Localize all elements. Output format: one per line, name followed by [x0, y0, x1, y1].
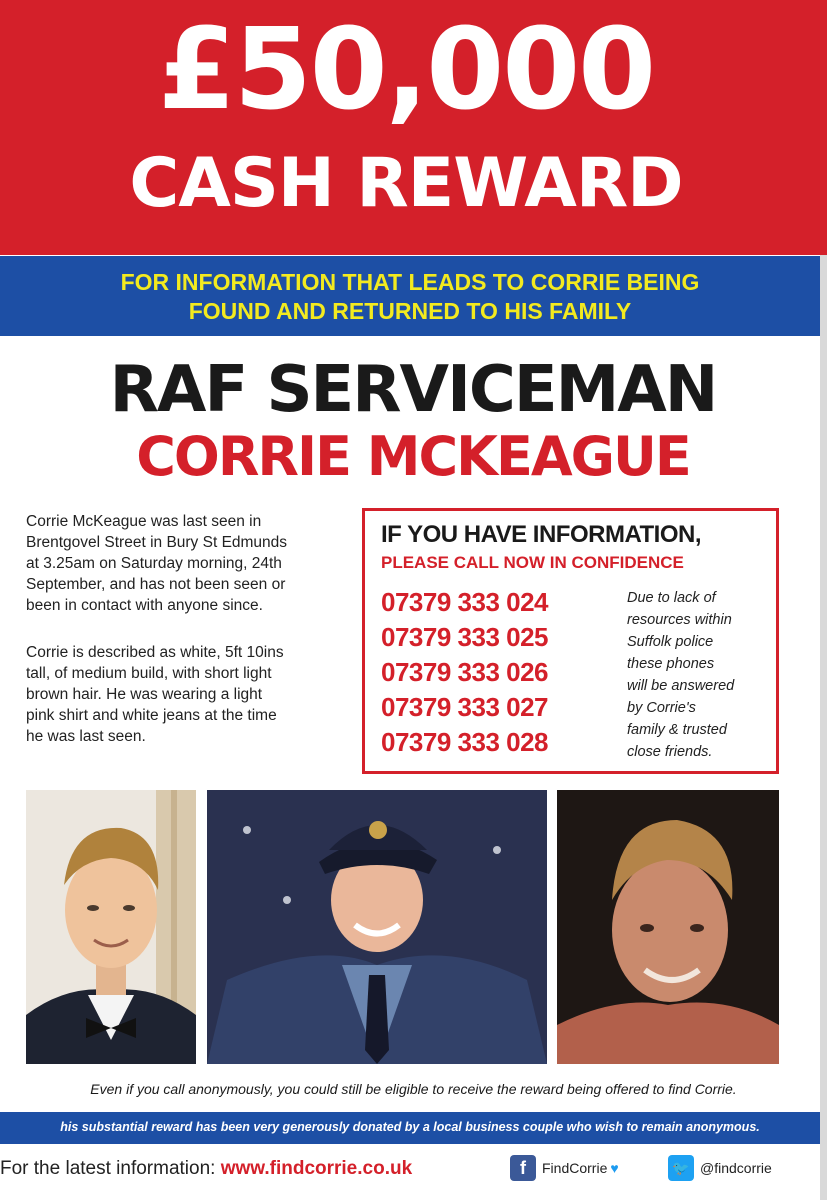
subbanner-line-2: FOUND AND RETURNED TO HIS FAMILY	[188, 298, 632, 324]
note-line: will be answered	[627, 678, 735, 694]
text-line: brown hair. He was wearing a light	[26, 686, 263, 703]
website-link[interactable]: www.findcorrie.co.uk	[220, 1158, 413, 1179]
portrait-illustration	[557, 790, 779, 1064]
note-line: by Corrie's	[627, 700, 696, 716]
heart-icon: ♥	[610, 1160, 619, 1176]
anonymous-caption: Even if you call anonymously, you could still be eligible to receive the reward being offered to find Corrie.	[90, 1081, 737, 1097]
donation-text: his substantial reward has been very generously donated by a local business couple who wish to remain anonymous.	[60, 1120, 760, 1134]
phone-number-4[interactable]: 07379 333 027	[381, 692, 549, 722]
photo-raf-uniform-portrait	[207, 790, 547, 1064]
reward-title: CASH REWARD	[129, 144, 683, 223]
info-subbanner	[0, 256, 820, 336]
text-line: pink shirt and white jeans at the time	[26, 707, 277, 724]
text-line: Brentgovel Street in Bury St Edmunds	[26, 534, 288, 551]
description-paragraph-2	[26, 642, 356, 747]
portrait-illustration	[26, 790, 196, 1064]
note-line: Due to lack of	[627, 590, 716, 606]
headline-name: CORRIE MCKEAGUE	[136, 425, 690, 488]
info-box-subtitle: PLEASE CALL NOW IN CONFIDENCE	[381, 553, 684, 572]
reward-banner	[0, 0, 827, 255]
reward-amount: £50,000	[157, 5, 655, 135]
text-line: he was last seen.	[26, 728, 146, 745]
note-line: close friends.	[627, 744, 713, 760]
facebook-icon: f	[510, 1155, 536, 1181]
twitter-handle: @findcorrie	[700, 1160, 772, 1176]
headline-rank: RAF SERVICEMAN	[109, 353, 717, 427]
portrait-illustration	[207, 790, 547, 1064]
phone-number-2[interactable]: 07379 333 025	[381, 622, 549, 652]
subbanner-line-1: FOR INFORMATION THAT LEADS TO CORRIE BEING	[120, 269, 700, 295]
donation-banner	[0, 1112, 820, 1144]
phone-number-5[interactable]: 07379 333 028	[381, 727, 549, 757]
twitter-link[interactable]	[668, 1155, 772, 1181]
photo-bow-tie-portrait	[26, 790, 196, 1064]
contact-info-box	[362, 508, 779, 774]
footer-label: For the latest information:	[0, 1158, 221, 1179]
phone-number-3[interactable]: 07379 333 026	[381, 657, 549, 687]
text-line: Corrie is described as white, 5ft 10ins	[26, 644, 284, 661]
note-line: these phones	[627, 656, 715, 672]
note-line: family & trusted	[627, 722, 727, 738]
note-line: Suffolk police	[627, 634, 714, 650]
facebook-handle: FindCorrie	[542, 1160, 608, 1176]
description-paragraph-1	[26, 511, 356, 616]
text-line: tall, of medium build, with short light	[26, 665, 272, 682]
text-line: been in contact with anyone since.	[26, 597, 263, 614]
phone-number-1[interactable]: 07379 333 024	[381, 587, 549, 617]
facebook-link[interactable]	[510, 1155, 619, 1181]
footer-info	[0, 1158, 412, 1180]
text-line: Corrie McKeague was last seen in	[26, 513, 262, 530]
info-box-title: IF YOU HAVE INFORMATION,	[381, 521, 702, 548]
text-line: September, and has not been seen or	[26, 576, 286, 593]
photo-selfie-portrait	[557, 790, 779, 1064]
phone-note	[627, 587, 777, 763]
note-line: resources within	[627, 612, 732, 628]
text-line: at 3.25am on Saturday morning, 24th	[26, 555, 282, 572]
twitter-icon: 🐦	[668, 1155, 694, 1181]
